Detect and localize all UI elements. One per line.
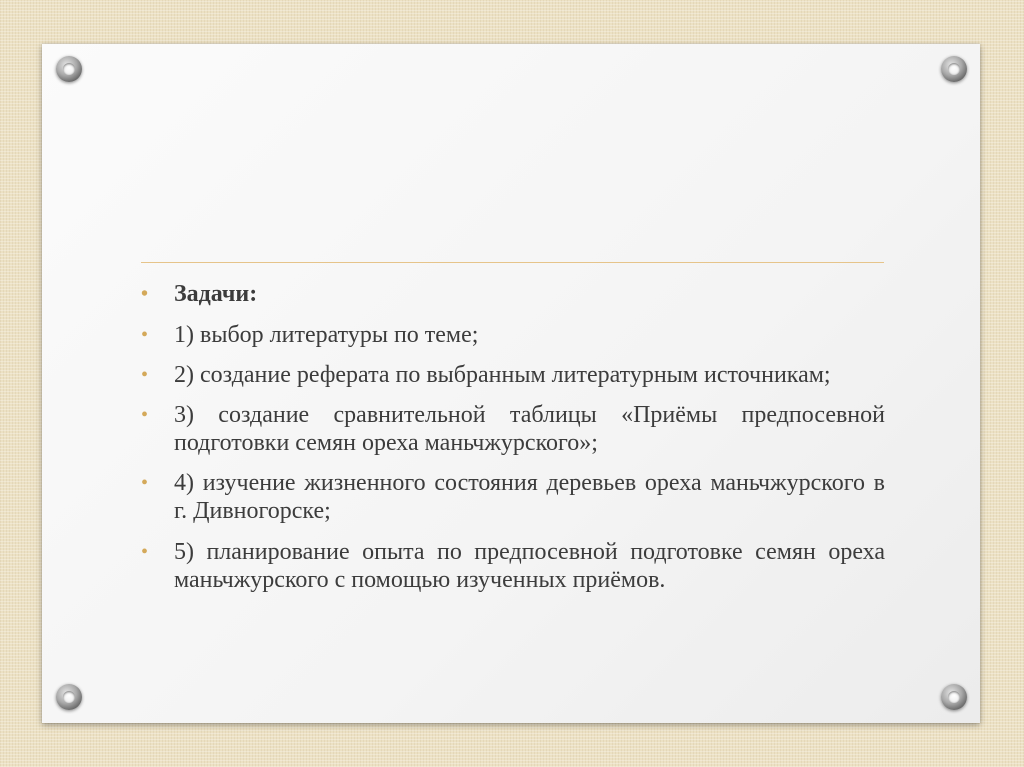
grommet-bottom-left-icon [56, 684, 82, 710]
task-item-2: • 2) создание реферата по выбранным литературным источникам; [141, 361, 885, 389]
grommet-top-right-icon [941, 56, 967, 82]
task-item-5: • 5) планирование опыта по предпосевной подготовке семян ореха маньчжурского с помощью изученных приёмов. [141, 538, 885, 594]
task-item-4: • 4) изучение жизненного состояния деревьев ореха маньчжурского в г. Дивногорске; [141, 469, 885, 525]
task-list [141, 280, 885, 594]
grommet-top-left-icon [56, 56, 82, 82]
task-item-3: • 3) создание сравнительной таблицы «Приёмы предпосевной подготовки семян ореха маньчжурского»; [141, 401, 885, 457]
grommet-bottom-right-icon [941, 684, 967, 710]
title-divider [141, 262, 884, 263]
task-heading: • Задачи: [141, 280, 885, 308]
task-item-1: • 1) выбор литературы по теме; [141, 321, 885, 349]
